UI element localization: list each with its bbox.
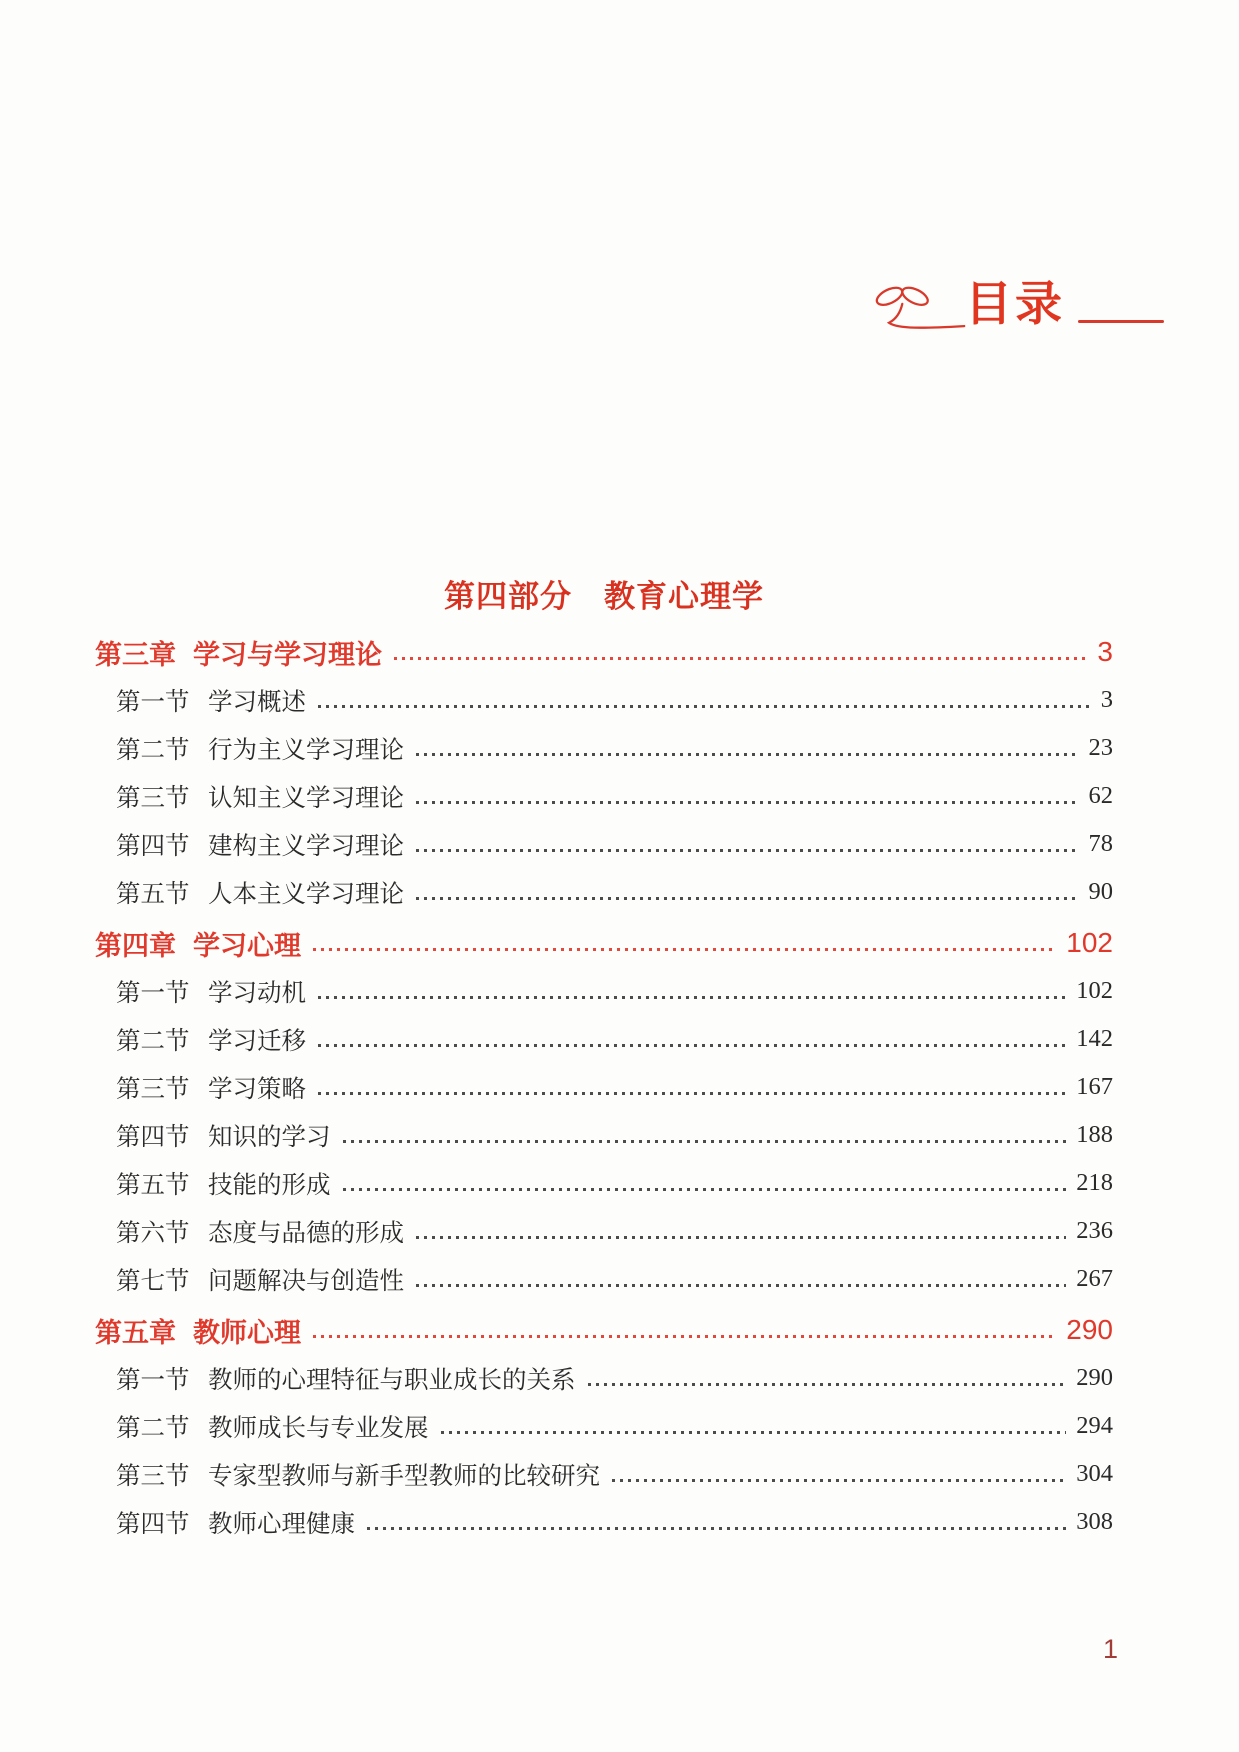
dot-leader bbox=[416, 897, 1079, 900]
title-rule bbox=[1078, 320, 1164, 323]
section-label: 第六节 bbox=[116, 1219, 190, 1247]
dot-leader bbox=[416, 1284, 1066, 1287]
section-title: 教师的心理特征与职业成长的关系 bbox=[208, 1366, 576, 1394]
toc-section-row bbox=[95, 772, 1113, 820]
toc-section-row bbox=[95, 1159, 1113, 1207]
dot-leader bbox=[343, 1188, 1067, 1191]
chapter-page-number: 102 bbox=[1066, 927, 1113, 958]
chapter-title: 学习与学习理论 bbox=[193, 639, 382, 670]
dot-leader bbox=[394, 657, 1087, 660]
toc-section-row bbox=[95, 967, 1113, 1015]
section-title: 认知主义学习理论 bbox=[208, 784, 404, 812]
dot-leader bbox=[318, 1044, 1066, 1047]
sprout-icon bbox=[865, 284, 967, 336]
section-title: 人本主义学习理论 bbox=[208, 880, 404, 908]
chapter-label: 第五章 bbox=[95, 1317, 176, 1348]
dot-leader bbox=[313, 948, 1056, 951]
dot-leader bbox=[318, 1092, 1066, 1095]
section-page-number: 62 bbox=[1088, 782, 1113, 809]
toc-section-row bbox=[95, 1354, 1113, 1402]
section-title: 行为主义学习理论 bbox=[208, 736, 404, 764]
section-label: 第四节 bbox=[116, 1123, 190, 1151]
section-label: 第一节 bbox=[116, 979, 190, 1007]
section-label: 第四节 bbox=[116, 832, 190, 860]
dot-leader bbox=[588, 1383, 1067, 1386]
section-page-number: 308 bbox=[1076, 1508, 1113, 1535]
chapter-title: 教师心理 bbox=[193, 1317, 301, 1348]
dot-leader bbox=[416, 801, 1079, 804]
section-title: 学习策略 bbox=[208, 1075, 306, 1103]
dot-leader bbox=[416, 753, 1079, 756]
section-title: 问题解决与创造性 bbox=[208, 1267, 404, 1295]
dot-leader bbox=[367, 1527, 1066, 1530]
toc-list bbox=[95, 625, 1113, 1546]
section-label: 第三节 bbox=[116, 1462, 190, 1490]
section-title: 专家型教师与新手型教师的比较研究 bbox=[208, 1462, 600, 1490]
dot-leader bbox=[313, 1335, 1056, 1338]
section-page-number: 294 bbox=[1076, 1412, 1113, 1439]
toc-chapter-row bbox=[95, 1306, 1113, 1354]
toc-section-row bbox=[95, 1498, 1113, 1546]
section-title: 教师成长与专业发展 bbox=[208, 1414, 429, 1442]
toc-section-row bbox=[95, 1450, 1113, 1498]
section-title: 态度与品德的形成 bbox=[208, 1219, 404, 1247]
dot-leader bbox=[318, 996, 1066, 999]
dot-leader bbox=[416, 1236, 1066, 1239]
section-page-number: 78 bbox=[1088, 830, 1113, 857]
section-page-number: 236 bbox=[1076, 1217, 1113, 1244]
toc-section-row bbox=[95, 1015, 1113, 1063]
section-label: 第五节 bbox=[116, 1171, 190, 1199]
toc-section-row bbox=[95, 676, 1113, 724]
page-title: 目录 bbox=[965, 277, 1065, 330]
section-label: 第七节 bbox=[116, 1267, 190, 1295]
section-title: 技能的形成 bbox=[208, 1171, 331, 1199]
toc-section-row bbox=[95, 1207, 1113, 1255]
section-title: 学习动机 bbox=[208, 979, 306, 1007]
toc-chapter-row bbox=[95, 628, 1113, 676]
section-label: 第二节 bbox=[116, 1414, 190, 1442]
toc-section-row bbox=[95, 868, 1113, 916]
section-page-number: 267 bbox=[1076, 1265, 1113, 1292]
toc-section-row bbox=[95, 820, 1113, 868]
section-label: 第五节 bbox=[116, 880, 190, 908]
toc-section-row bbox=[95, 1255, 1113, 1303]
section-label: 第二节 bbox=[116, 736, 190, 764]
section-page-number: 167 bbox=[1076, 1073, 1113, 1100]
section-page-number: 23 bbox=[1088, 734, 1113, 761]
section-page-number: 290 bbox=[1076, 1364, 1113, 1391]
section-page-number: 102 bbox=[1076, 977, 1113, 1004]
chapter-page-number: 3 bbox=[1097, 636, 1113, 667]
section-title: 建构主义学习理论 bbox=[208, 832, 404, 860]
toc-section-row bbox=[95, 1402, 1113, 1450]
folio-page-number: 1 bbox=[1103, 1634, 1119, 1664]
section-page-number: 142 bbox=[1076, 1025, 1113, 1052]
toc-section-row bbox=[95, 1063, 1113, 1111]
section-page-number: 3 bbox=[1100, 686, 1113, 713]
section-label: 第三节 bbox=[116, 784, 190, 812]
part-title: 第四部分 教育心理学 bbox=[444, 579, 764, 614]
section-page-number: 188 bbox=[1076, 1121, 1113, 1148]
section-title: 教师心理健康 bbox=[208, 1510, 355, 1538]
section-page-number: 90 bbox=[1088, 878, 1113, 905]
toc-chapter-row bbox=[95, 919, 1113, 967]
section-label: 第二节 bbox=[116, 1027, 190, 1055]
dot-leader bbox=[441, 1431, 1067, 1434]
section-title: 学习迁移 bbox=[208, 1027, 306, 1055]
section-label: 第一节 bbox=[116, 688, 190, 716]
section-page-number: 218 bbox=[1076, 1169, 1113, 1196]
section-label: 第四节 bbox=[116, 1510, 190, 1538]
chapter-title: 学习心理 bbox=[193, 930, 301, 961]
dot-leader bbox=[318, 705, 1091, 708]
section-page-number: 304 bbox=[1076, 1460, 1113, 1487]
section-label: 第一节 bbox=[116, 1366, 190, 1394]
section-title: 知识的学习 bbox=[208, 1123, 331, 1151]
chapter-page-number: 290 bbox=[1066, 1314, 1113, 1345]
toc-section-row bbox=[95, 724, 1113, 772]
chapter-label: 第三章 bbox=[95, 639, 176, 670]
section-title: 学习概述 bbox=[208, 688, 306, 716]
dot-leader bbox=[343, 1140, 1067, 1143]
toc-header bbox=[865, 278, 1165, 342]
section-label: 第三节 bbox=[116, 1075, 190, 1103]
toc-section-row bbox=[95, 1111, 1113, 1159]
dot-leader bbox=[416, 849, 1079, 852]
dot-leader bbox=[612, 1479, 1066, 1482]
chapter-label: 第四章 bbox=[95, 930, 176, 961]
